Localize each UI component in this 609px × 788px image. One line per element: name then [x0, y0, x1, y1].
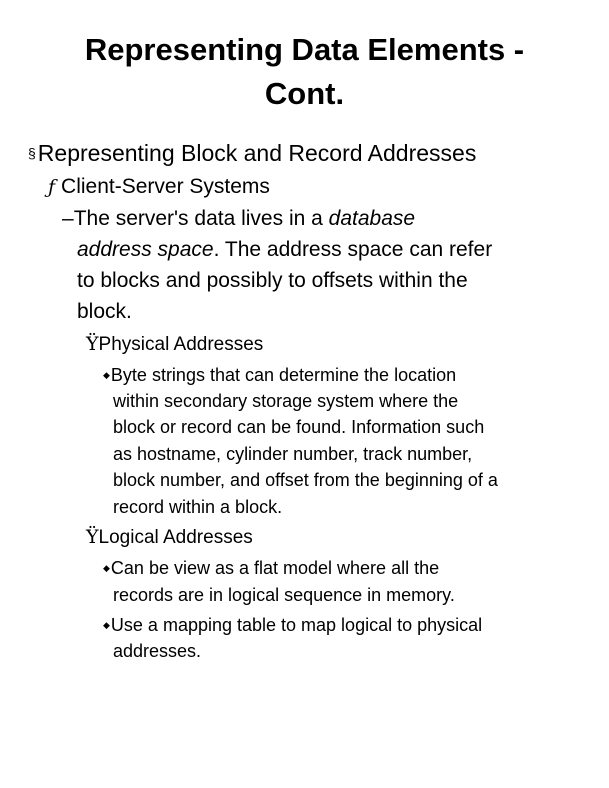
level2-text: Client-Server Systems	[61, 175, 270, 198]
logical-item1-text: Can be view as a flat model where all the	[110, 558, 440, 578]
logical-item1-line-2: records are in logical sequence in memory.	[113, 585, 455, 605]
function-bullet-icon: ƒ	[48, 176, 56, 198]
physical-addresses-label: Physical Addresses	[98, 334, 264, 355]
logical-item1-line-1	[103, 555, 439, 582]
logical-item2-text: Use a mapping table to map logical to physical	[110, 615, 483, 635]
physical-item-text: Byte strings that can determine the location	[110, 365, 457, 385]
level3-line-1	[62, 203, 415, 234]
physical-item-line-6: record within a block.	[113, 497, 283, 517]
level3-line-4: block.	[77, 300, 132, 323]
square-bullet-icon: §	[28, 145, 36, 161]
dash-bullet-icon: –	[62, 207, 74, 230]
physical-item-line-2: within secondary storage system where the	[113, 391, 459, 411]
logical-item2-line-2: addresses.	[113, 641, 202, 661]
level3-emphasis-address-space: address space	[77, 238, 214, 261]
slide-title	[0, 28, 609, 116]
diamond-bullet-icon: ◆	[103, 370, 110, 380]
physical-item-line-1	[103, 362, 456, 389]
logical-item2-line-1	[103, 612, 482, 639]
level4-bullet-icon: Ÿ	[86, 526, 99, 548]
level4-bullet-icon: Ÿ	[86, 333, 99, 355]
level2-item	[48, 174, 270, 200]
physical-item-line-3: block or record can be found. Information such	[113, 417, 485, 437]
logical-addresses-label: Logical Addresses	[98, 527, 253, 548]
slide-title-line-2: Cont.	[264, 76, 345, 111]
level3-line-3: to blocks and possibly to offsets within the	[77, 269, 468, 292]
level3-text-part1: The server's data lives in a	[73, 207, 329, 230]
slide-title-line-1: Representing Data Elements -	[84, 32, 525, 67]
level3-emphasis-database: database	[328, 207, 416, 230]
level3-text-part2: . The address space can refer	[213, 238, 493, 261]
diamond-bullet-icon: ◆	[103, 620, 110, 630]
logical-addresses-heading	[86, 524, 253, 551]
physical-item-line-4: as hostname, cylinder number, track number,	[113, 444, 473, 464]
level1-item	[28, 139, 476, 167]
physical-item-line-5: block number, and offset from the beginning of a	[113, 470, 498, 490]
physical-addresses-heading	[86, 331, 263, 358]
diamond-bullet-icon: ◆	[103, 563, 110, 573]
level1-text: Representing Block and Record Addresses	[37, 140, 477, 166]
level3-line-2	[77, 234, 492, 265]
